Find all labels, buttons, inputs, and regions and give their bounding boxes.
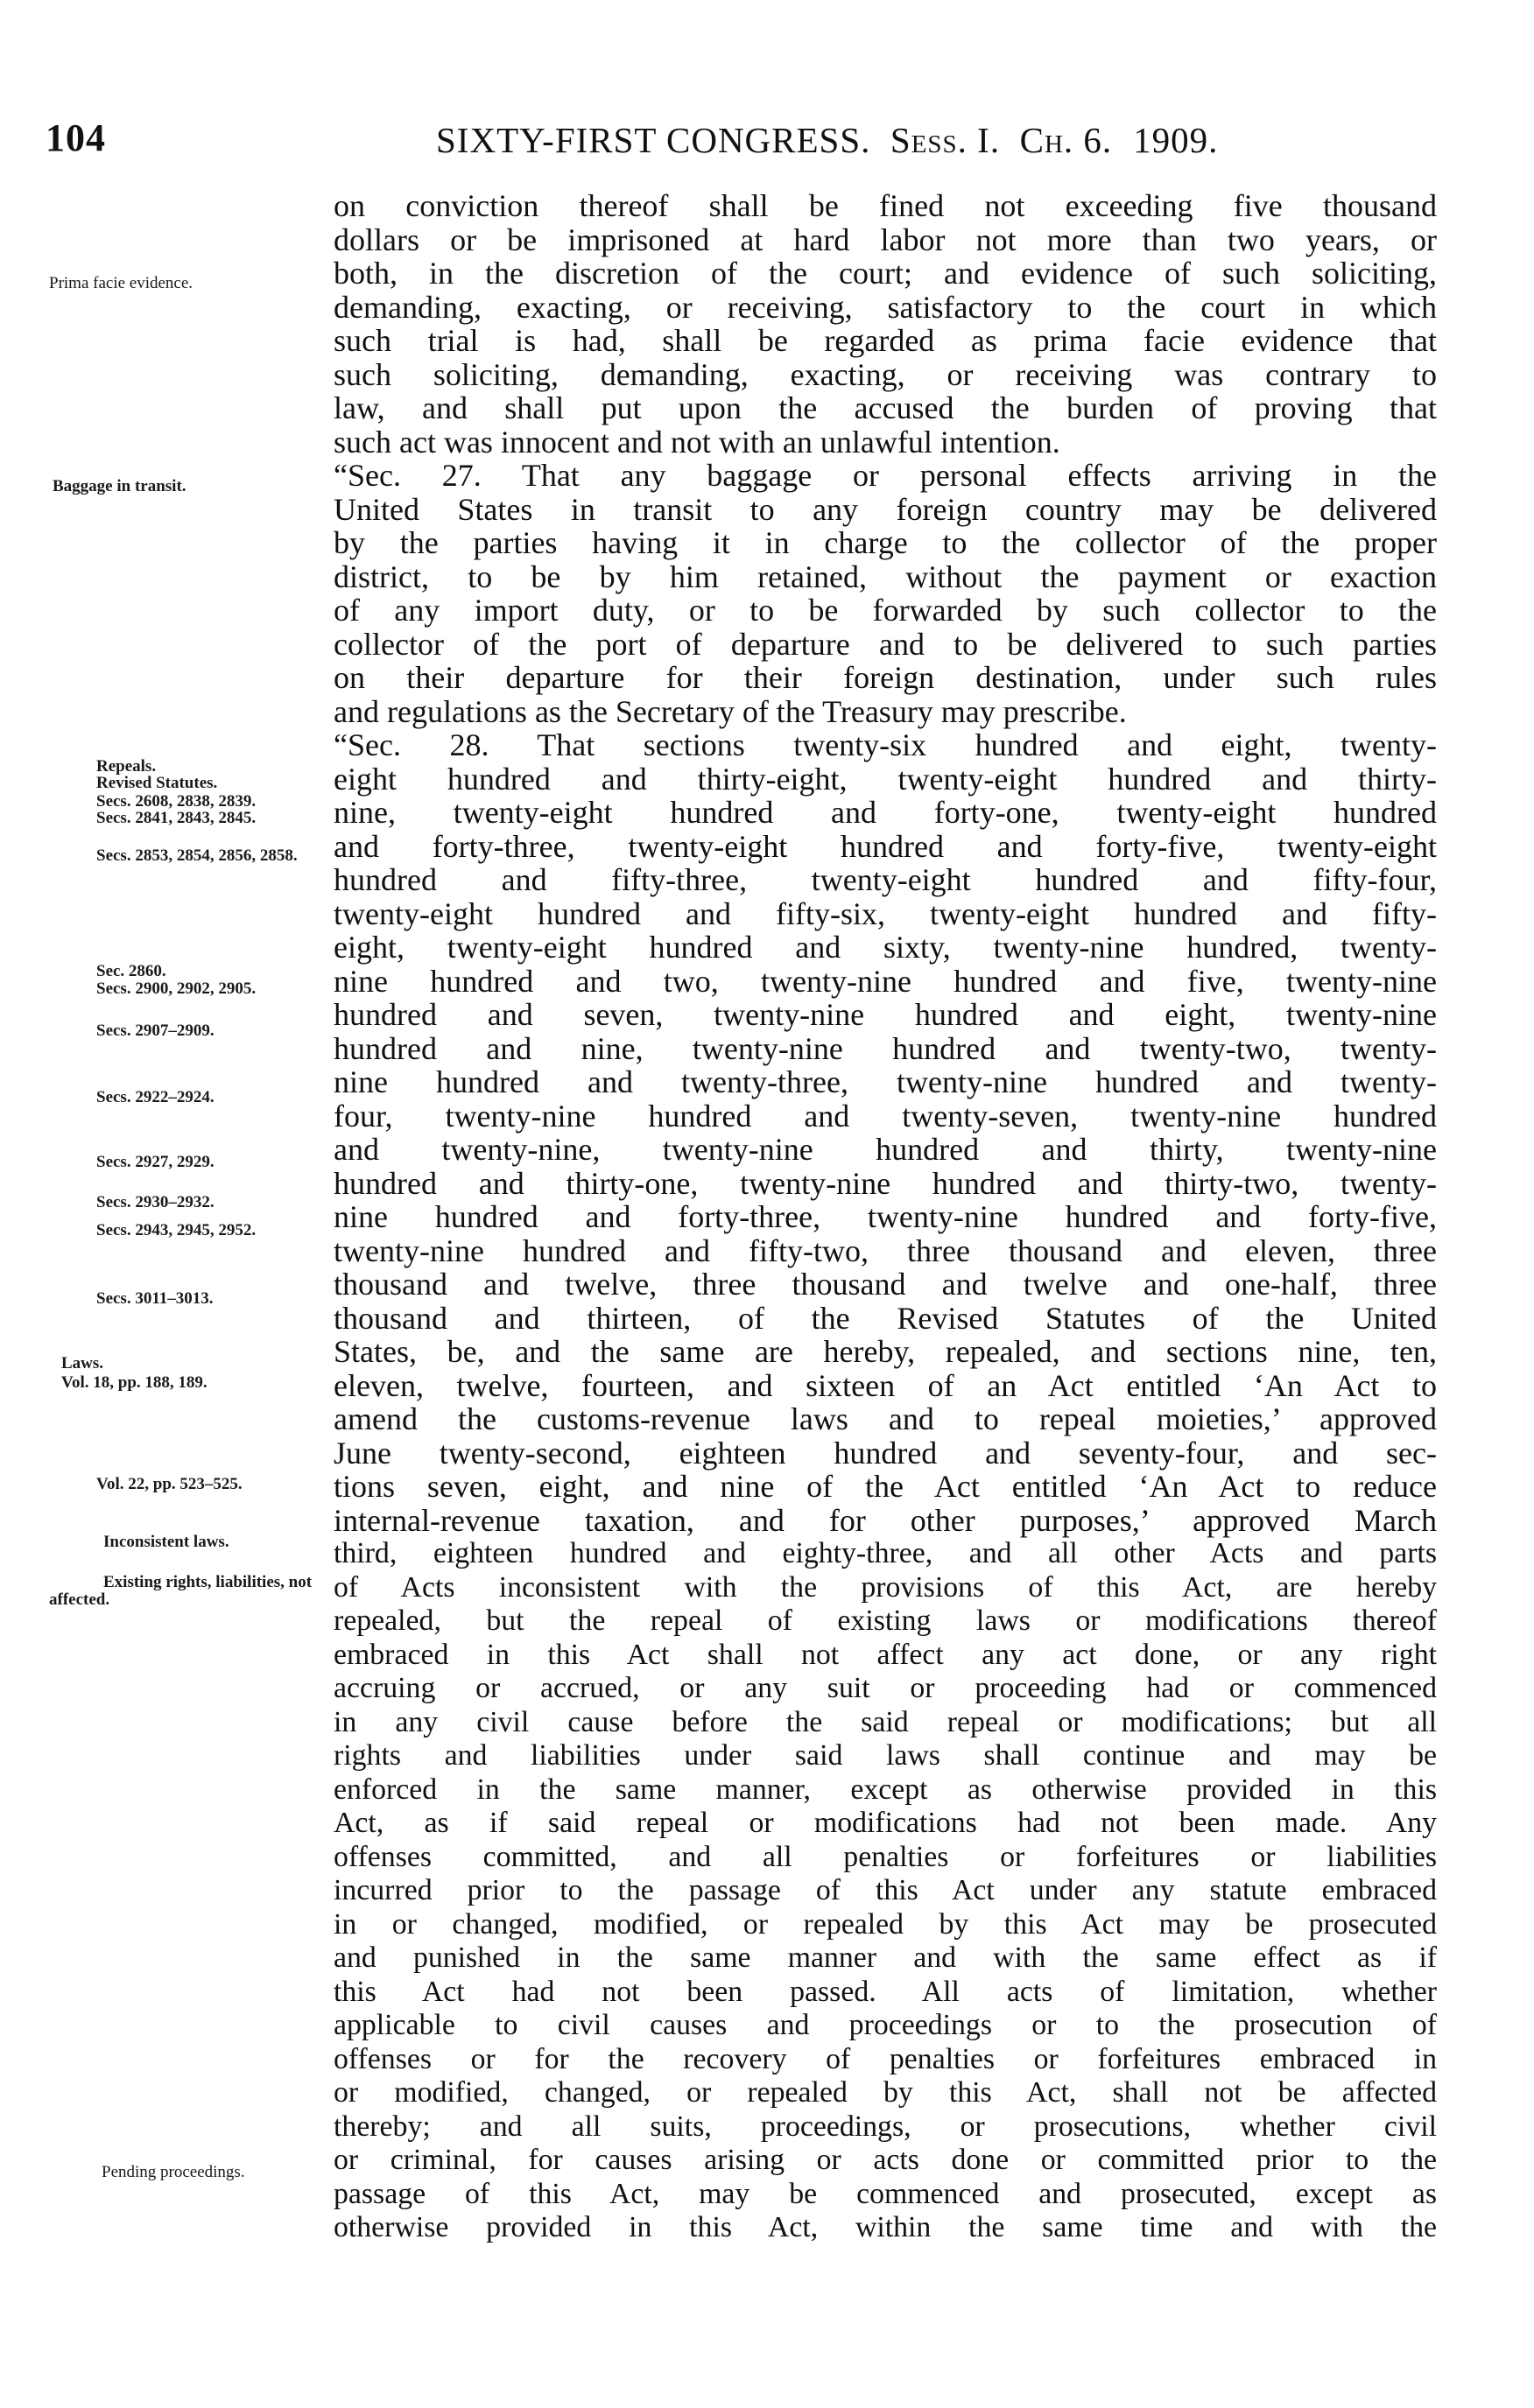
text-line: United States in transit to any foreign country may be delivered xyxy=(334,491,1437,527)
text-line: eight hundred and thirty-eight, twenty-eight hundred and thirty- xyxy=(334,761,1437,797)
text-line: June twenty-second, eighteen hundred and seventy-four, and sec- xyxy=(334,1435,1437,1471)
text-line: tions seven, eight, and nine of the Act entitled ‘An Act to reduce xyxy=(334,1469,1437,1504)
text-line: eight, twenty-eight hundred and sixty, twenty-nine hundred, twenty- xyxy=(334,930,1437,965)
text-line: Act, as if said repeal or modifications had not been made. Any xyxy=(334,1807,1437,1839)
text-line: in any civil cause before the said repeal or modifications; but all xyxy=(334,1705,1437,1738)
text-line: dollars or be imprisoned at hard labor not more than two years, or xyxy=(334,221,1437,257)
margin-note-secs-10: Secs. 2943, 2945, 2952. xyxy=(96,1221,257,1239)
text-line: incurred prior to the passage of this Act under any statute embraced xyxy=(334,1874,1437,1906)
text-line: district, to be by him retained, without the payment or exaction xyxy=(334,558,1437,594)
running-head xyxy=(436,119,1218,161)
text-line: States, be, and the same are hereby, repealed, and sections nine, ten, xyxy=(334,1334,1437,1369)
text-line: such soliciting, demanding, exacting, or receiving was contrary to xyxy=(334,356,1437,392)
text-line: otherwise provided in this Act, within the same time and with the xyxy=(334,2211,1437,2243)
margin-note-secs-7: Secs. 2922–2924. xyxy=(96,1088,215,1106)
text-line: embraced in this Act shall not affect any act done, or any right xyxy=(334,1638,1437,1671)
text-line: collector of the port of departure and to be delivered to such parties xyxy=(334,626,1437,662)
page-header xyxy=(46,116,1446,168)
text-line: of any import duty, or to be forwarded by such collector to the xyxy=(334,593,1437,628)
text-line: third, eighteen hundred and eighty-three, and all other Acts and parts xyxy=(334,1537,1437,1569)
text-line: “Sec. 28. That sections twenty-six hundred and eight, twenty- xyxy=(334,727,1437,762)
text-line: on conviction thereof shall be fined not exceeding five thousand xyxy=(334,188,1437,223)
text-line: hundred and seven, twenty-nine hundred and eight, twenty-nine xyxy=(334,997,1437,1032)
text-line: of Acts inconsistent with the provisions of this Act, are hereby xyxy=(334,1570,1437,1604)
text-line: nine, twenty-eight hundred and forty-one, twenty-eight hundred xyxy=(334,795,1437,830)
text-line: such trial is had, shall be regarded as prima facie evidence that xyxy=(334,323,1437,358)
text-line: demanding, exacting, or receiving, satisfactory to the court in which xyxy=(334,289,1437,325)
year-label: 1909. xyxy=(1133,120,1219,160)
page-number: 104 xyxy=(46,116,106,159)
text-line: “Sec. 27. That any baggage or personal effects arriving in the xyxy=(334,458,1437,493)
margin-note-vol-22: Vol. 22, pp. 523–525. xyxy=(96,1475,243,1493)
text-line: thousand and twelve, three thousand and twelve and one-half, three xyxy=(334,1267,1437,1302)
text-line: both, in the discretion of the court; and evidence of such soliciting, xyxy=(334,256,1437,291)
text-line: and forty-three, twenty-eight hundred and forty-five, twenty-eight xyxy=(334,828,1437,864)
text-line: four, twenty-nine hundred and twenty-seven, twenty-nine hundred xyxy=(334,1098,1437,1134)
text-line: eleven, twelve, fourteen, and sixteen of an Act entitled ‘An Act to xyxy=(334,1367,1437,1403)
body-text xyxy=(334,189,1437,2245)
margin-note-secs-1: Secs. 2608, 2838, 2839. xyxy=(96,792,257,811)
text-line: applicable to civil causes and proceedings or to the prosecution of xyxy=(334,2009,1437,2041)
text-line: hundred and nine, twenty-nine hundred and twenty-two, twenty- xyxy=(334,1030,1437,1066)
text-line: offenses or for the recovery of penalties or forfeitures embraced in xyxy=(334,2042,1437,2075)
margin-note-secs-11: Secs. 3011–3013. xyxy=(96,1289,214,1308)
text-line: this Act had not been passed. All acts of limitation, whether xyxy=(334,1975,1437,2008)
session-label: Sess. I. xyxy=(890,120,1001,160)
margin-note-prima-facie: Prima facie evidence. xyxy=(49,274,194,292)
text-line: thousand and thirteen, of the Revised Statutes of the United xyxy=(334,1300,1437,1336)
margin-note-secs-9: Secs. 2930–2932. xyxy=(96,1193,215,1211)
margin-note-secs-6: Secs. 2907–2909. xyxy=(96,1021,215,1040)
text-line: by the parties having it in charge to the collector of the proper xyxy=(334,525,1437,560)
text-line: twenty-eight hundred and fifty-six, twenty-eight hundred and fifty- xyxy=(334,895,1437,931)
margin-note-vol-18: Vol. 18, pp. 188, 189. xyxy=(61,1373,208,1392)
chapter-label: Ch. 6. xyxy=(1019,120,1113,160)
text-line: passage of this Act, may be commenced and prosecuted, except as xyxy=(334,2177,1437,2210)
text-line: in or changed, modified, or repealed by this Act may be prosecuted xyxy=(334,1907,1437,1941)
text-line: nine hundred and forty-three, twenty-nine hundred and forty-five, xyxy=(334,1199,1437,1234)
margin-note-secs-5: Secs. 2900, 2902, 2905. xyxy=(96,979,257,998)
text-line: hundred and fifty-three, twenty-eight hundred and fifty-four, xyxy=(334,862,1437,897)
margin-note-laws: Laws. xyxy=(61,1354,104,1372)
margin-note-repeals: Repeals. xyxy=(96,757,157,776)
text-line: repealed, but the repeal of existing laws or modifications thereof xyxy=(334,1604,1437,1637)
text-line: law, and shall put upon the accused the burden of proving that xyxy=(334,390,1437,425)
text-line: rights and liabilities under said laws shall continue and may be xyxy=(334,1739,1437,1772)
margin-note-revised-statutes: Revised Statutes. xyxy=(96,774,218,792)
margin-note-existing-rights: Existing rights, liabilities, not affected. xyxy=(49,1573,313,1609)
margin-note-baggage: Baggage in transit. xyxy=(53,477,186,495)
text-line: nine hundred and two, twenty-nine hundred and five, twenty-nine xyxy=(334,963,1437,999)
text-line: or criminal, for causes arising or acts done or committed prior to the xyxy=(334,2144,1437,2176)
text-line: and regulations as the Secretary of the Treasury may prescribe. xyxy=(334,693,1127,729)
margin-note-inconsistent: Inconsistent laws. xyxy=(103,1533,229,1551)
text-line: on their departure for their foreign destination, under such rules xyxy=(334,660,1437,695)
text-line: twenty-nine hundred and fifty-two, three thousand and eleven, three xyxy=(334,1232,1437,1268)
text-line: nine hundred and twenty-three, twenty-nine hundred and twenty- xyxy=(334,1064,1437,1099)
text-line: offenses committed, and all penalties or forfeitures or liabilities xyxy=(334,1840,1437,1873)
text-line: such act was innocent and not with an unlawful intention. xyxy=(334,424,1060,460)
margin-note-pending: Pending proceedings. xyxy=(102,2163,245,2181)
text-line: hundred and thirty-one, twenty-nine hundred and thirty-two, twenty- xyxy=(334,1165,1437,1201)
margin-note-secs-3: Secs. 2853, 2854, 2856, 2858. xyxy=(96,846,298,865)
margin-note-secs-2: Secs. 2841, 2843, 2845. xyxy=(96,809,257,827)
text-line: internal-revenue taxation, and for other purposes,’ approved March xyxy=(334,1502,1437,1538)
text-line: or modified, changed, or repealed by this Act, shall not be affected xyxy=(334,2076,1437,2109)
congress-title: SIXTY-FIRST CONGRESS. xyxy=(436,120,871,160)
text-line: accruing or accrued, or any suit or proceeding had or commenced xyxy=(334,1672,1437,1704)
margin-note-sec-4: Sec. 2860. xyxy=(96,962,166,980)
text-line: amend the customs-revenue laws and to repeal moieties,’ approved xyxy=(334,1401,1437,1436)
text-line: and punished in the same manner and with the same effect as if xyxy=(334,1941,1437,1974)
text-line: enforced in the same manner, except as otherwise provided in this xyxy=(334,1773,1437,1806)
text-line: and twenty-nine, twenty-nine hundred and thirty, twenty-nine xyxy=(334,1132,1437,1167)
margin-note-secs-8: Secs. 2927, 2929. xyxy=(96,1153,215,1171)
text-line: thereby; and all suits, proceedings, or prosecutions, whether civil xyxy=(334,2110,1437,2143)
